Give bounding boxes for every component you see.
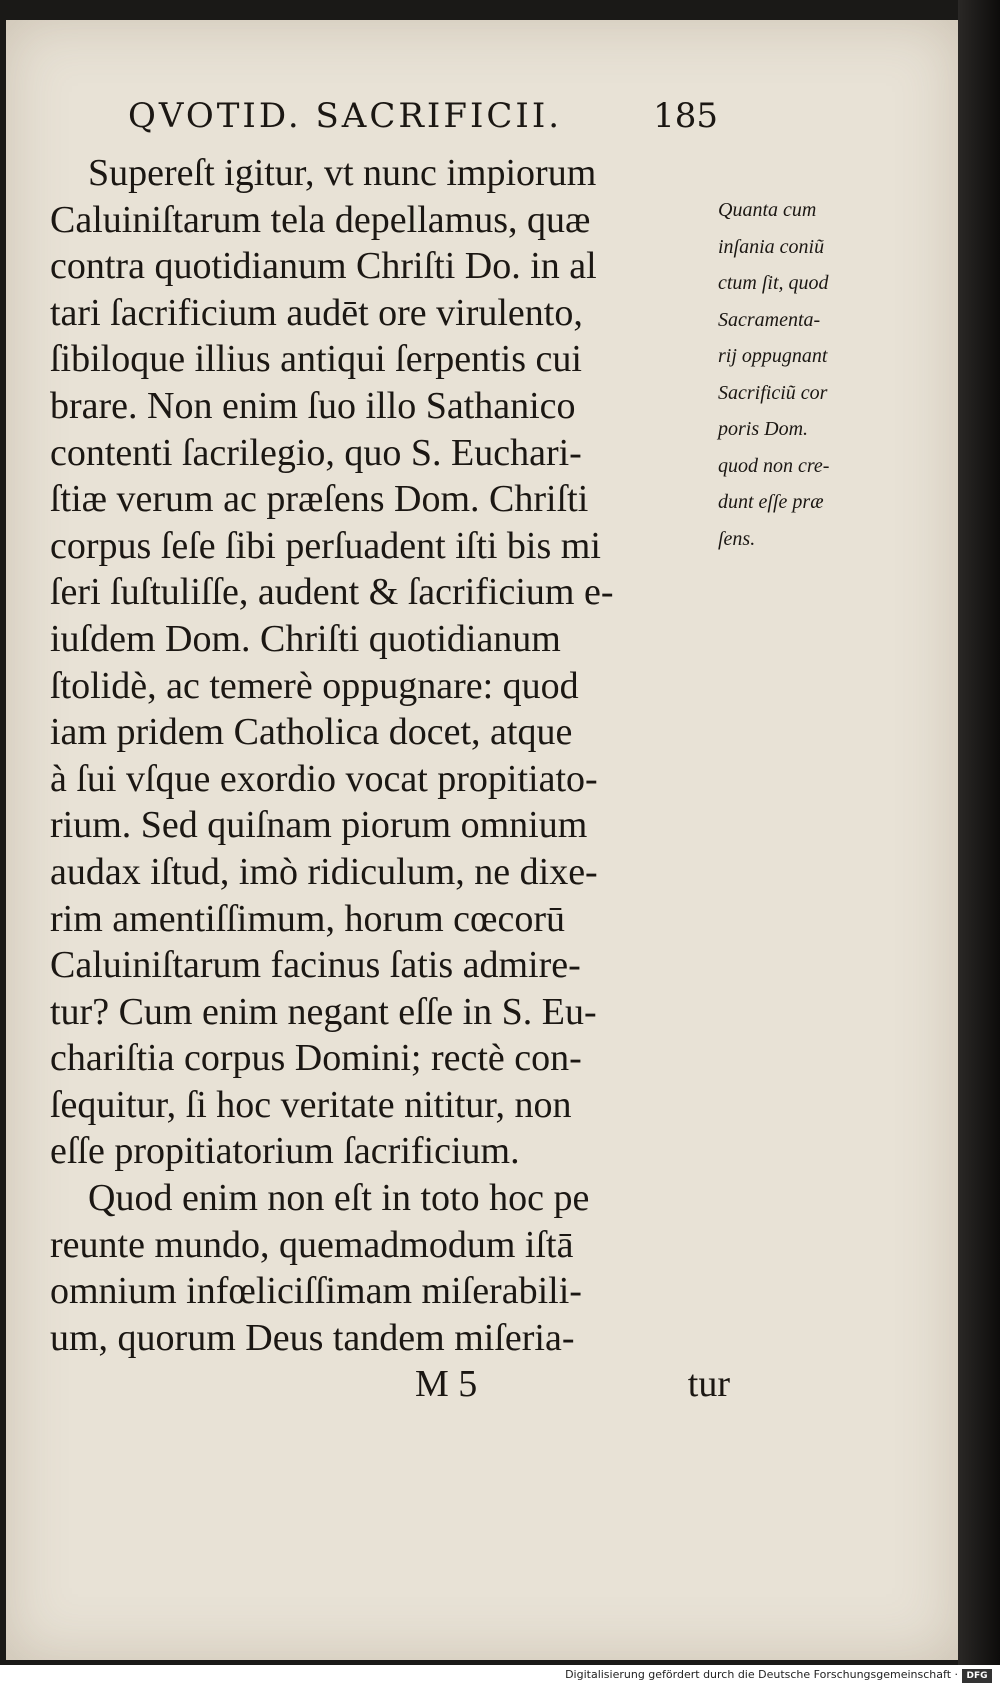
signature-line	[50, 1362, 730, 1408]
text-line: ſeri ſuſtuliſſe, audent & ſacrificium e-	[50, 571, 614, 614]
margin-line: Sacramenta-	[718, 308, 821, 331]
scan-edge	[958, 0, 1000, 1689]
margin-line: poris Dom.	[718, 418, 809, 440]
text-line: um, quorum Deus tandem miſeria-	[50, 1316, 575, 1359]
margin-line: Quanta cum	[718, 199, 817, 221]
text-line: rim amentiſſimum, horum cœcorū	[50, 897, 566, 940]
margin-line: ctum ſit, quod	[718, 272, 829, 294]
text-line: contenti ſacrilegio, quo S. Euchari-	[50, 431, 582, 474]
text-line: ſtiæ verum ac præſens Dom. Chriſti	[50, 478, 589, 521]
text-line: ſequitur, ſi hoc veritate nititur, non	[50, 1083, 572, 1126]
text-line: ſtolidè, ac temerè oppugnare: quod	[50, 664, 579, 707]
margin-line: rij oppugnant	[718, 345, 828, 367]
text-line: à ſui vſque exordio vocat propitiato-	[50, 757, 598, 800]
text-line: iuſdem Dom. Chriſti quotidianum	[50, 617, 561, 660]
text-line: reunte mundo, quemadmodum iſtā	[50, 1223, 574, 1266]
text-line: iam pridem Catholica docet, atque	[50, 711, 573, 754]
margin-line: ſens.	[718, 527, 756, 550]
catchword: tur	[687, 1363, 730, 1405]
text-line: omnium infœliciſſimam miſerabili-	[50, 1270, 582, 1313]
text-line: corpus ſeſe ſibi perſuadent iſti bis mi	[50, 524, 601, 567]
main-text	[50, 150, 720, 1361]
digitization-footer	[0, 1665, 1000, 1689]
text-line: audax iſtud, imò ridiculum, ne dixe-	[50, 850, 598, 893]
text-line: eſſe propitiatorium ſacrificium.	[50, 1130, 520, 1173]
text-line: chariſtia corpus Domini; rectè con-	[50, 1037, 582, 1080]
running-header	[118, 96, 718, 146]
margin-line: quod non cre-	[718, 454, 830, 477]
text-line: rium. Sed quiſnam piorum omnium	[50, 804, 588, 847]
funding-credit: Digitalisierung gefördert durch die Deutsche Forschungsgemeinschaft ·	[565, 1668, 958, 1681]
margin-line: Sacrificiũ cor	[718, 381, 828, 404]
text-line: ſibiloque illius antiqui ſerpentis cui	[50, 338, 582, 381]
signature-mark: M 5	[415, 1363, 478, 1405]
text-line: Supereſt igitur, vt nunc impiorum	[88, 152, 597, 194]
text-line: contra quotidianum Chriſti Do. in al	[50, 245, 597, 288]
text-line: tari ſacrificium audēt ore virulento,	[50, 291, 583, 334]
dfg-logo: DFG	[962, 1669, 992, 1683]
text-line: Quod enim non eſt in toto hoc pe	[88, 1177, 590, 1220]
running-title: QVOTID. SACRIFICII.	[128, 96, 563, 136]
marginal-note	[718, 192, 893, 557]
text-line: tur? Cum enim negant eſſe in S. Eu-	[50, 990, 597, 1033]
text-line: brare. Non enim ſuo illo Sathanico	[50, 384, 576, 427]
margin-line: inſania coniũ	[718, 235, 825, 258]
page-number: 185	[653, 96, 718, 136]
text-line: Caluiniſtarum facinus ſatis admire-	[50, 944, 581, 987]
margin-line: dunt eſſe præ	[718, 491, 824, 513]
text-line: Caluiniſtarum tela depellamus, quæ	[50, 198, 591, 241]
